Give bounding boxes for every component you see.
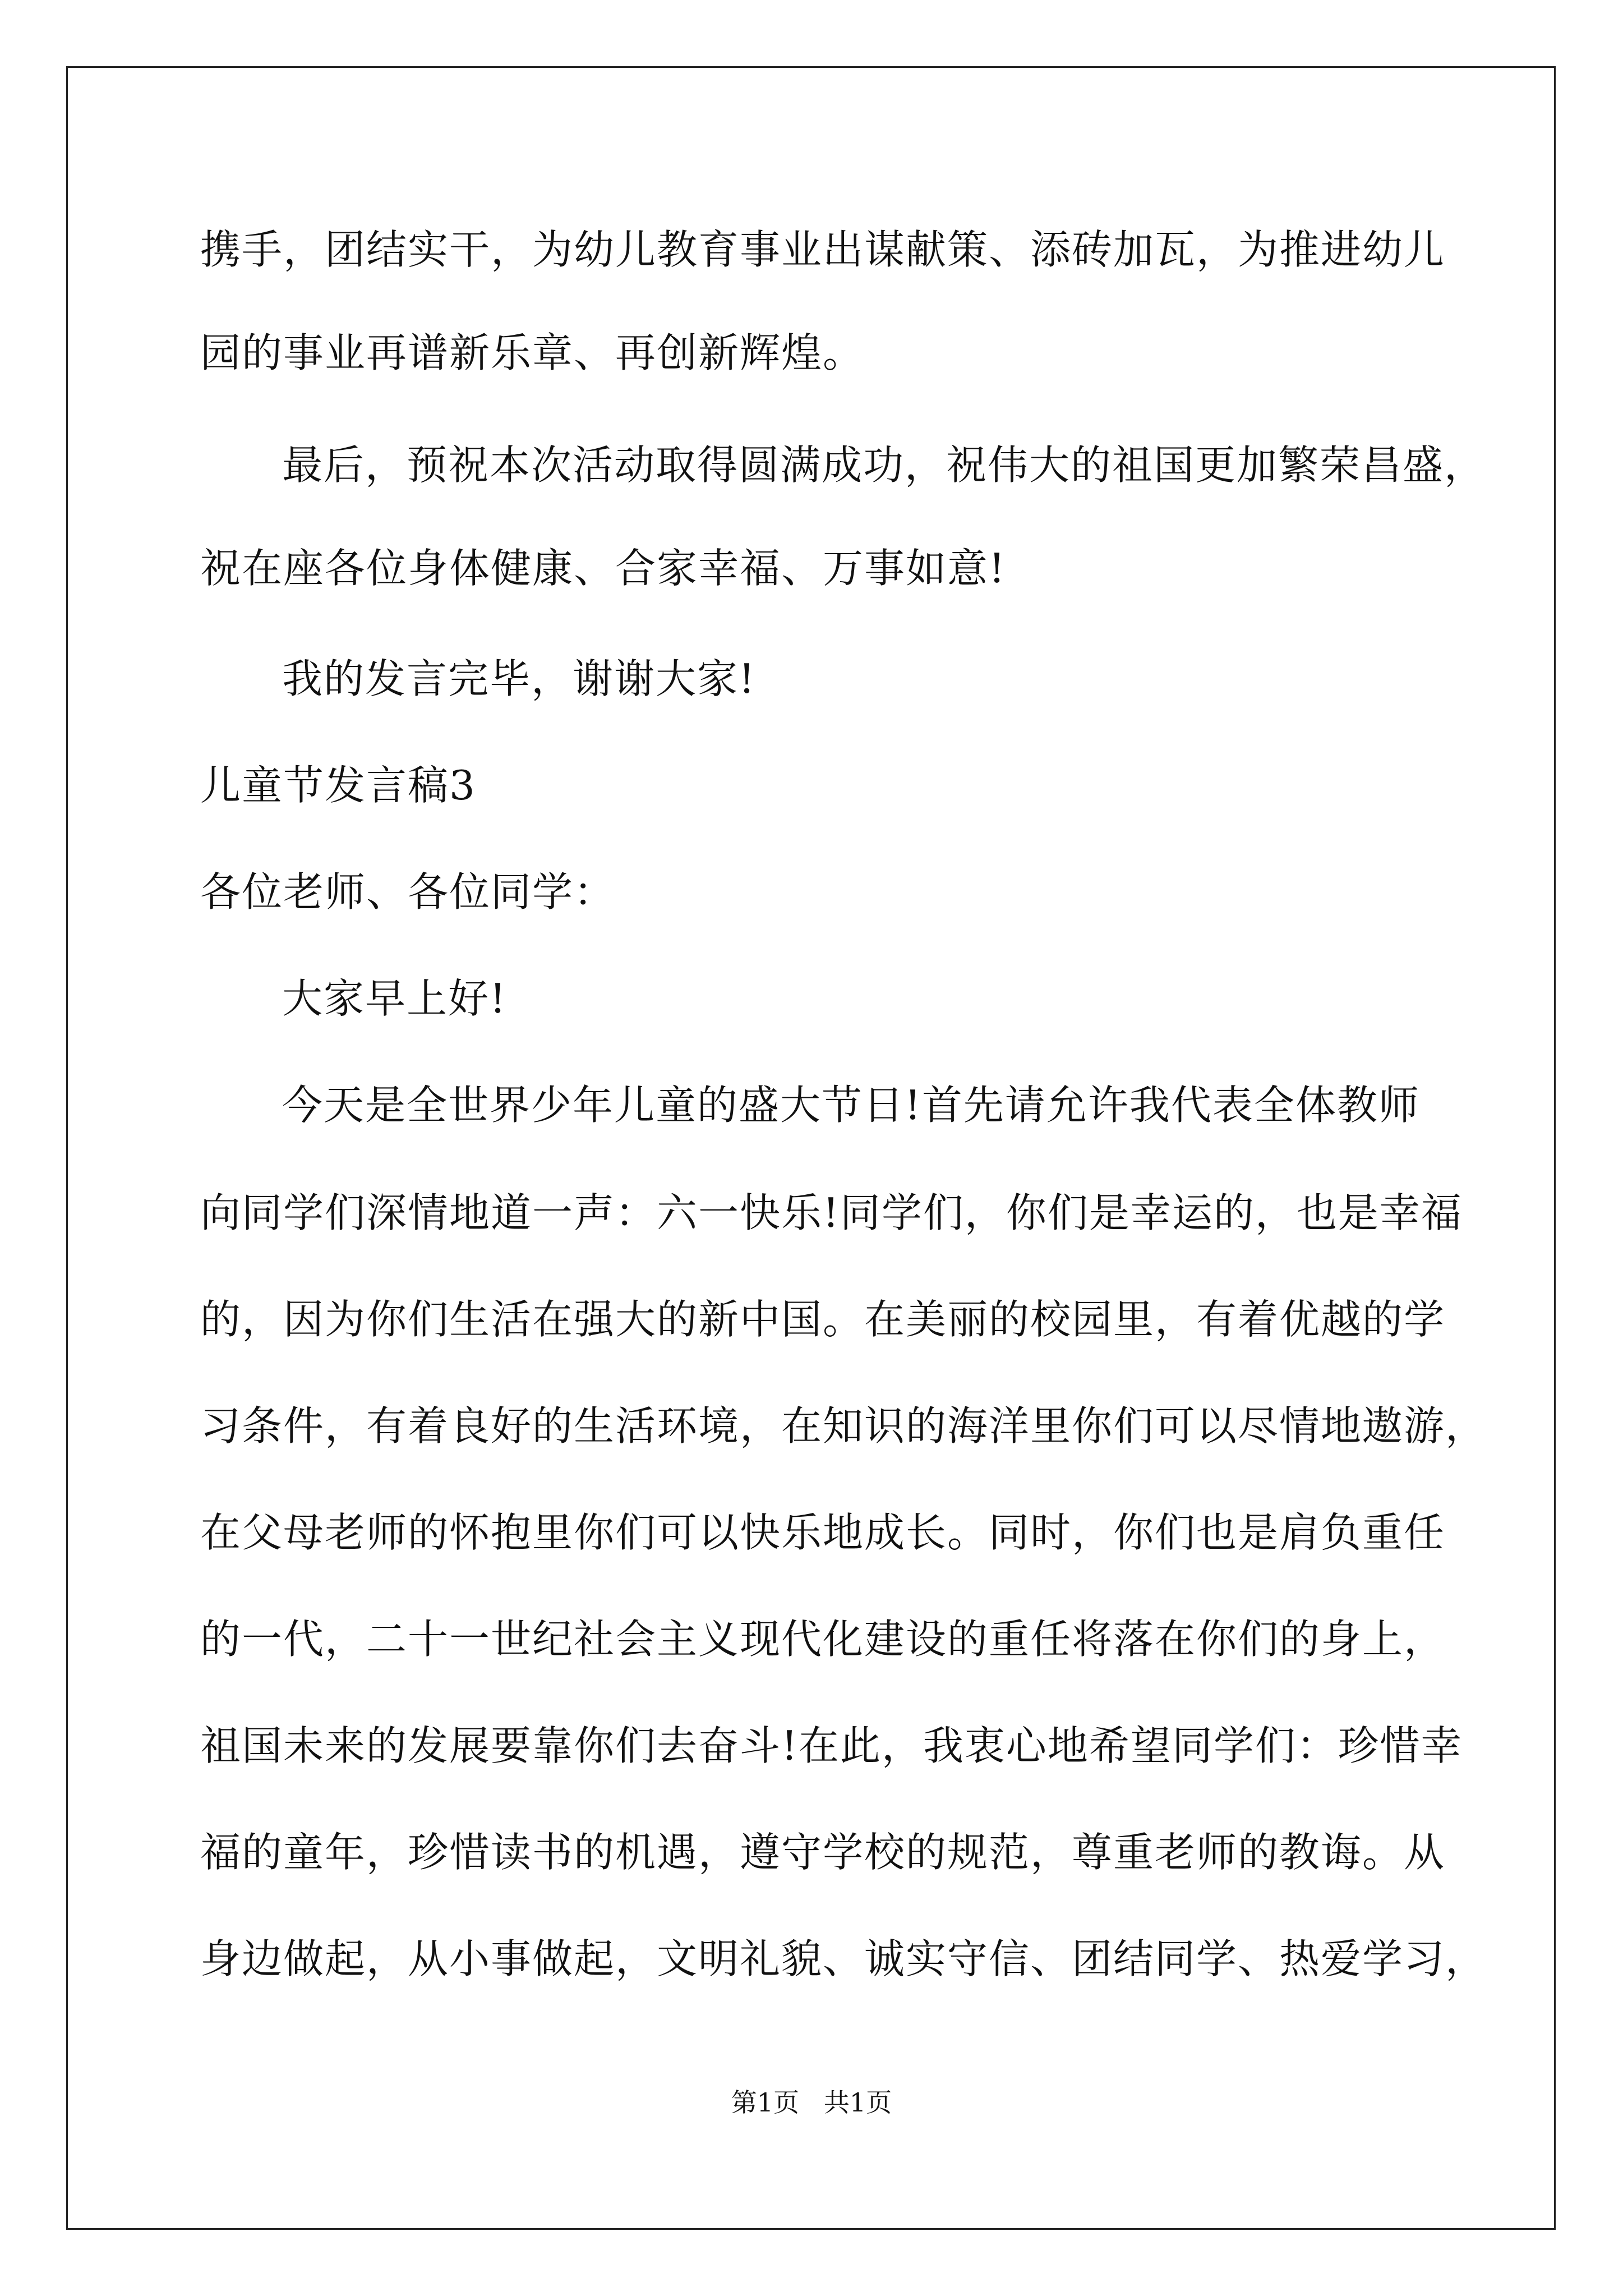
- text-line: 身边做起，从小事做起，文明礼貌、诚实守信、团结同学、热爱学习，: [200, 1935, 1487, 1982]
- text-line: 祖国未来的发展要靠你们去奋斗!在此，我衷心地希望同学们：珍惜幸: [200, 1722, 1463, 1769]
- section-heading: 儿童节发言稿3: [200, 762, 476, 809]
- text-line: 在父母老师的怀抱里你们可以快乐地成长。同时，你们也是肩负重任: [200, 1509, 1446, 1556]
- page-footer: 第1页 共1页: [731, 2087, 892, 2118]
- page-border: [66, 66, 1556, 2230]
- greeting: 大家早上好!: [282, 975, 507, 1022]
- text-line: 祝在座各位身体健康、合家幸福、万事如意!: [200, 545, 1006, 592]
- text-line: 习条件，有着良好的生活环境，在知识的海洋里你们可以尽情地遨游，: [200, 1402, 1487, 1450]
- paragraph-line: 我的发言完毕，谢谢大家!: [282, 655, 756, 702]
- paragraph-line: 今天是全世界少年儿童的盛大节日!首先请允许我代表全体教师: [282, 1082, 1420, 1129]
- text-line: 向同学们深情地道一声：六一快乐!同学们，你们是幸运的，也是幸福: [200, 1189, 1463, 1236]
- paragraph-line: 最后，预祝本次活动取得圆满成功，祝伟大的祖国更加繁荣昌盛，: [282, 441, 1486, 489]
- text-line: 的，因为你们生活在强大的新中国。在美丽的校园里，有着优越的学: [200, 1296, 1446, 1343]
- text-line: 福的童年，珍惜读书的机遇，遵守学校的规范，尊重老师的教诲。从: [200, 1829, 1446, 1876]
- text-line: 园的事业再谱新乐章、再创新辉煌。: [200, 329, 865, 376]
- salutation: 各位老师、各位同学：: [200, 868, 616, 915]
- text-line: 携手，团结实干，为幼儿教育事业出谋献策、添砖加瓦，为推进幼儿: [200, 226, 1446, 273]
- text-line: 的一代，二十一世纪社会主义现代化建设的重任将落在你们的身上，: [200, 1616, 1446, 1663]
